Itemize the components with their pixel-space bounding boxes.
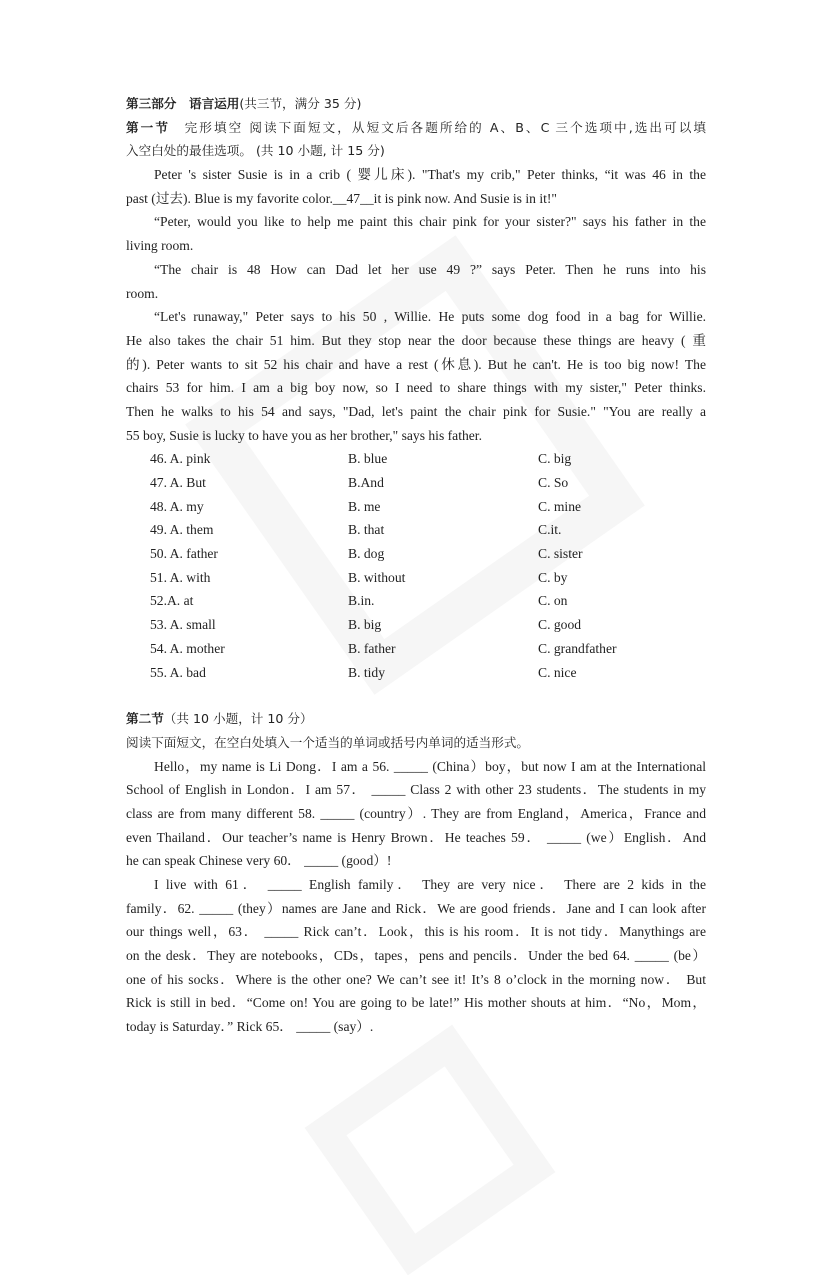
option-b: B. me (348, 498, 381, 514)
document-page (126, 92, 706, 1039)
section2-instruction: 阅读下面短文，在空白处填入一个适当的单词或括号内单词的适当形式。 (126, 734, 529, 750)
part-title-score: (共三节，满分 35 分) (239, 96, 362, 111)
text-line: room. (126, 285, 159, 301)
text-line: our things well，63． _____ Rick can’t．Look，this is his room．It is not tidy．Manythings are (126, 924, 706, 940)
text-line: even Thailand．Our teacher’s name is Henry Brown．He teaches 59． _____ (we）English．And (126, 829, 706, 845)
text-line: He also takes the chair 51 him. But they stop near the door because these things are heavy ( 重 (126, 332, 706, 348)
section1-instruction-line: 入空白处的最佳选项。 (共 10 小题, 计 15 分) (126, 143, 385, 159)
option-a: 54. A. mother (150, 640, 225, 656)
text-line: one of his socks．Where is the other one? We can’t see it! It’s 8 o’clock in the morning now． But (126, 971, 706, 987)
option-a: 52.A. at (150, 593, 194, 609)
text-line: Peter 's sister Susie is in a crib ( 婴儿床). "That's my crib," Peter thinks, “it was 46 in the (154, 167, 706, 183)
option-b: B.And (348, 475, 384, 490)
section1-instruction-line (126, 116, 706, 140)
section2-passage (126, 755, 706, 1039)
option-a: 47. A. But (150, 475, 206, 490)
option-b: B. blue (348, 451, 388, 467)
option-a: 48. A. my (150, 498, 204, 514)
option-row (150, 471, 706, 495)
text-line: “The chair is 48 How can Dad let her use 49 ?” says Peter. Then he runs into his (154, 261, 706, 277)
text-line: 55 boy, Susie is lucky to have you as her brother," says his father. (126, 427, 482, 443)
text-line: “Let's runaway," Peter says to his 50 , Willie. He puts some dog food in a bag for Willie. (154, 309, 706, 325)
option-b: B. dog (348, 546, 385, 562)
watermark (305, 1025, 556, 1275)
option-c: C. by (538, 569, 568, 585)
paragraph (126, 163, 706, 210)
paragraph (126, 873, 706, 1039)
option-c: C. mine (538, 498, 582, 514)
paragraph (126, 210, 706, 257)
option-c: C. good (538, 617, 582, 633)
text-line: class are from many different 58. _____ (country）. They are from England，America，France and (126, 805, 706, 821)
text-line: on the desk．They are notebooks，CDs，tapes，pens and pencils．Under the bed 64. _____ (be） (126, 948, 706, 964)
option-a: 46. A. pink (150, 451, 211, 467)
text-line: family．62. _____ (they）names are Jane and Rick．We are good friends．Jane and I can look after (126, 900, 706, 916)
text-line: Rick is still in bed．“Come on! You are going to be late!” His mother shouts at him．“No，Mom， (126, 995, 706, 1011)
option-b: B. without (348, 569, 406, 585)
text-line: School of English in London．I am 57． _____ Class 2 with other 23 students．The students in my (126, 782, 706, 798)
option-row (150, 495, 706, 519)
options-list (150, 447, 706, 684)
text-line: “Peter, would you like to help me paint this chair pink for your sister?" says his father in the (154, 214, 706, 230)
option-row (150, 661, 706, 685)
option-b: B. tidy (348, 664, 386, 680)
text-line: I live with 61． _____ English family． They are very nice． There are 2 kids in the (154, 877, 706, 892)
option-row (150, 542, 706, 566)
option-c: C. sister (538, 546, 583, 562)
option-b: B. father (348, 640, 396, 656)
text-line: Then he walks to his 54 and says, "Dad, let's paint the chair pink for Susie." "You are really a (126, 403, 706, 419)
text-line: he can speak Chinese very 60． _____ (good）! (126, 853, 392, 869)
option-row (150, 637, 706, 661)
text-line: chairs 53 for him. I am a big boy now, so I need to share things with my sister," Peter thinks. (126, 380, 706, 396)
option-row (150, 589, 706, 613)
option-row (150, 613, 706, 637)
option-a: 55. A. bad (150, 664, 206, 680)
section1-passage (126, 163, 706, 447)
option-row (150, 566, 706, 590)
section2-title-bold: 第二节 (126, 711, 164, 727)
paragraph (126, 755, 706, 873)
option-b: B. that (348, 522, 385, 538)
text-line: today is Saturday．” Rick 65． _____ (say）. (126, 1019, 374, 1035)
text-line: living room. (126, 238, 194, 254)
option-row (150, 447, 706, 471)
option-a: 49. A. them (150, 522, 214, 538)
part-title-bold: 第三部分 语言运用 (126, 96, 240, 111)
option-a: 51. A. with (150, 569, 211, 585)
section1-title: 第一节 (126, 119, 170, 135)
option-row (150, 518, 706, 542)
option-c: C. nice (538, 664, 577, 680)
section2-title (126, 707, 706, 731)
text-line: past (过去). Blue is my favorite color.__47__it is pink now. And Susie is in it!" (126, 190, 557, 206)
option-c: C.it. (538, 522, 562, 538)
section2-title-score: （共 10 小题，计 10 分） (163, 711, 313, 727)
part-title (126, 92, 706, 116)
option-c: C. big (538, 451, 572, 467)
section1-instruction-text: 完形填空 阅读下面短文，从短文后各题所给的 A、B、C 三个选项中,选出可以填 (169, 119, 706, 135)
option-c: C. grandfather (538, 640, 617, 656)
option-a: 50. A. father (150, 546, 218, 562)
option-c: C. on (538, 593, 568, 609)
option-b: B. big (348, 617, 382, 633)
option-b: B.in. (348, 593, 375, 609)
text-line: 的). Peter wants to sit 52 his chair and have a rest (休息). But he can't. He is too big now! The (126, 356, 706, 372)
option-a: 53. A. small (150, 617, 216, 633)
text-line: Hello，my name is Li Dong．I am a 56. _____ (China）boy，but now I am at the International (154, 758, 706, 774)
paragraph (126, 258, 706, 305)
option-c: C. So (538, 475, 569, 490)
paragraph (126, 305, 706, 447)
